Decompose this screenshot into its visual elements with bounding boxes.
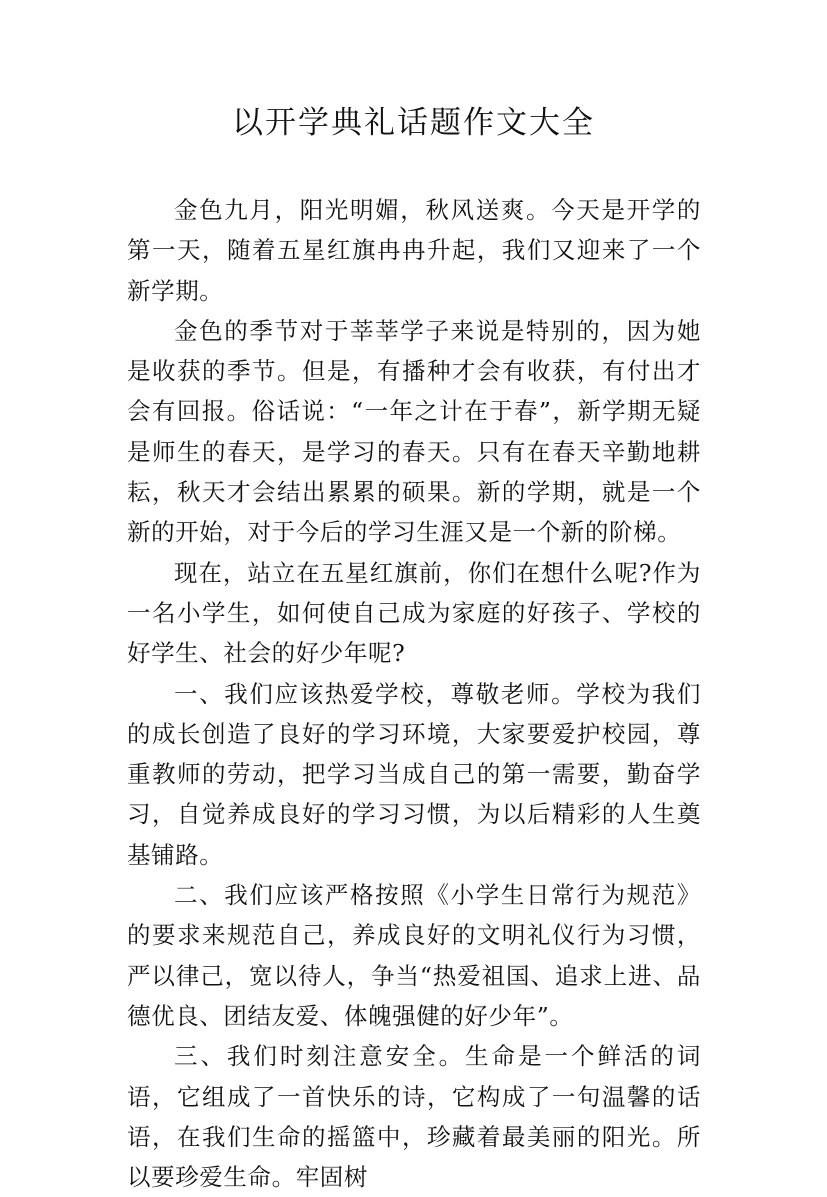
paragraph-4: 一、我们应该热爱学校，尊敬老师。学校为我们的成长创造了良好的学习环境，大家要爱护校园，尊重教师的劳动，把学习当成自己的第一需要，勤奋学习，自觉养成良好的学习习惯，为以后精彩的人生奠基铺路。 [127, 679, 701, 869]
document-title: 以开学典礼话题作文大全 [232, 105, 595, 141]
document-body [127, 190, 701, 1197]
paragraph-6: 三、我们时刻注意安全。生命是一个鲜活的词语，它组成了一首快乐的诗，它构成了一句温馨的话语，在我们生命的摇篮中，珍藏着最美丽的阳光。所以要珍爱生命。牢固树 [127, 1042, 701, 1192]
paragraph-2: 金色的季节对于莘莘学子来说是特别的，因为她是收获的季节。但是，有播种才会有收获，有付出才会有回报。俗话说：“一年之计在于春”，新学期无疑是师生的春天，是学习的春天。只有在春天辛勤地耕耘，秋天才会结出累累的硕果。新的学期，就是一个新的开始，对于今后的学习生涯又是一个新的阶梯。 [127, 316, 701, 547]
paragraph-1: 金色九月，阳光明媚，秋风送爽。今天是开学的第一天，随着五星红旗冉冉升起，我们又迎来了一个新学期。 [127, 196, 701, 305]
paragraph-5: 二、我们应该严格按照《小学生日常行为规范》的要求来规范自己，养成良好的文明礼仪行为习惯，严以律己，宽以待人，争当“热爱祖国、追求上进、品德优良、团结友爱、体魄强健的好少年”。 [127, 881, 701, 1030]
paragraph-3: 现在，站立在五星红旗前，你们在想什么呢?作为一名小学生，如何使自己成为家庭的好孩子、学校的好学生、社会的好少年呢? [127, 558, 701, 668]
